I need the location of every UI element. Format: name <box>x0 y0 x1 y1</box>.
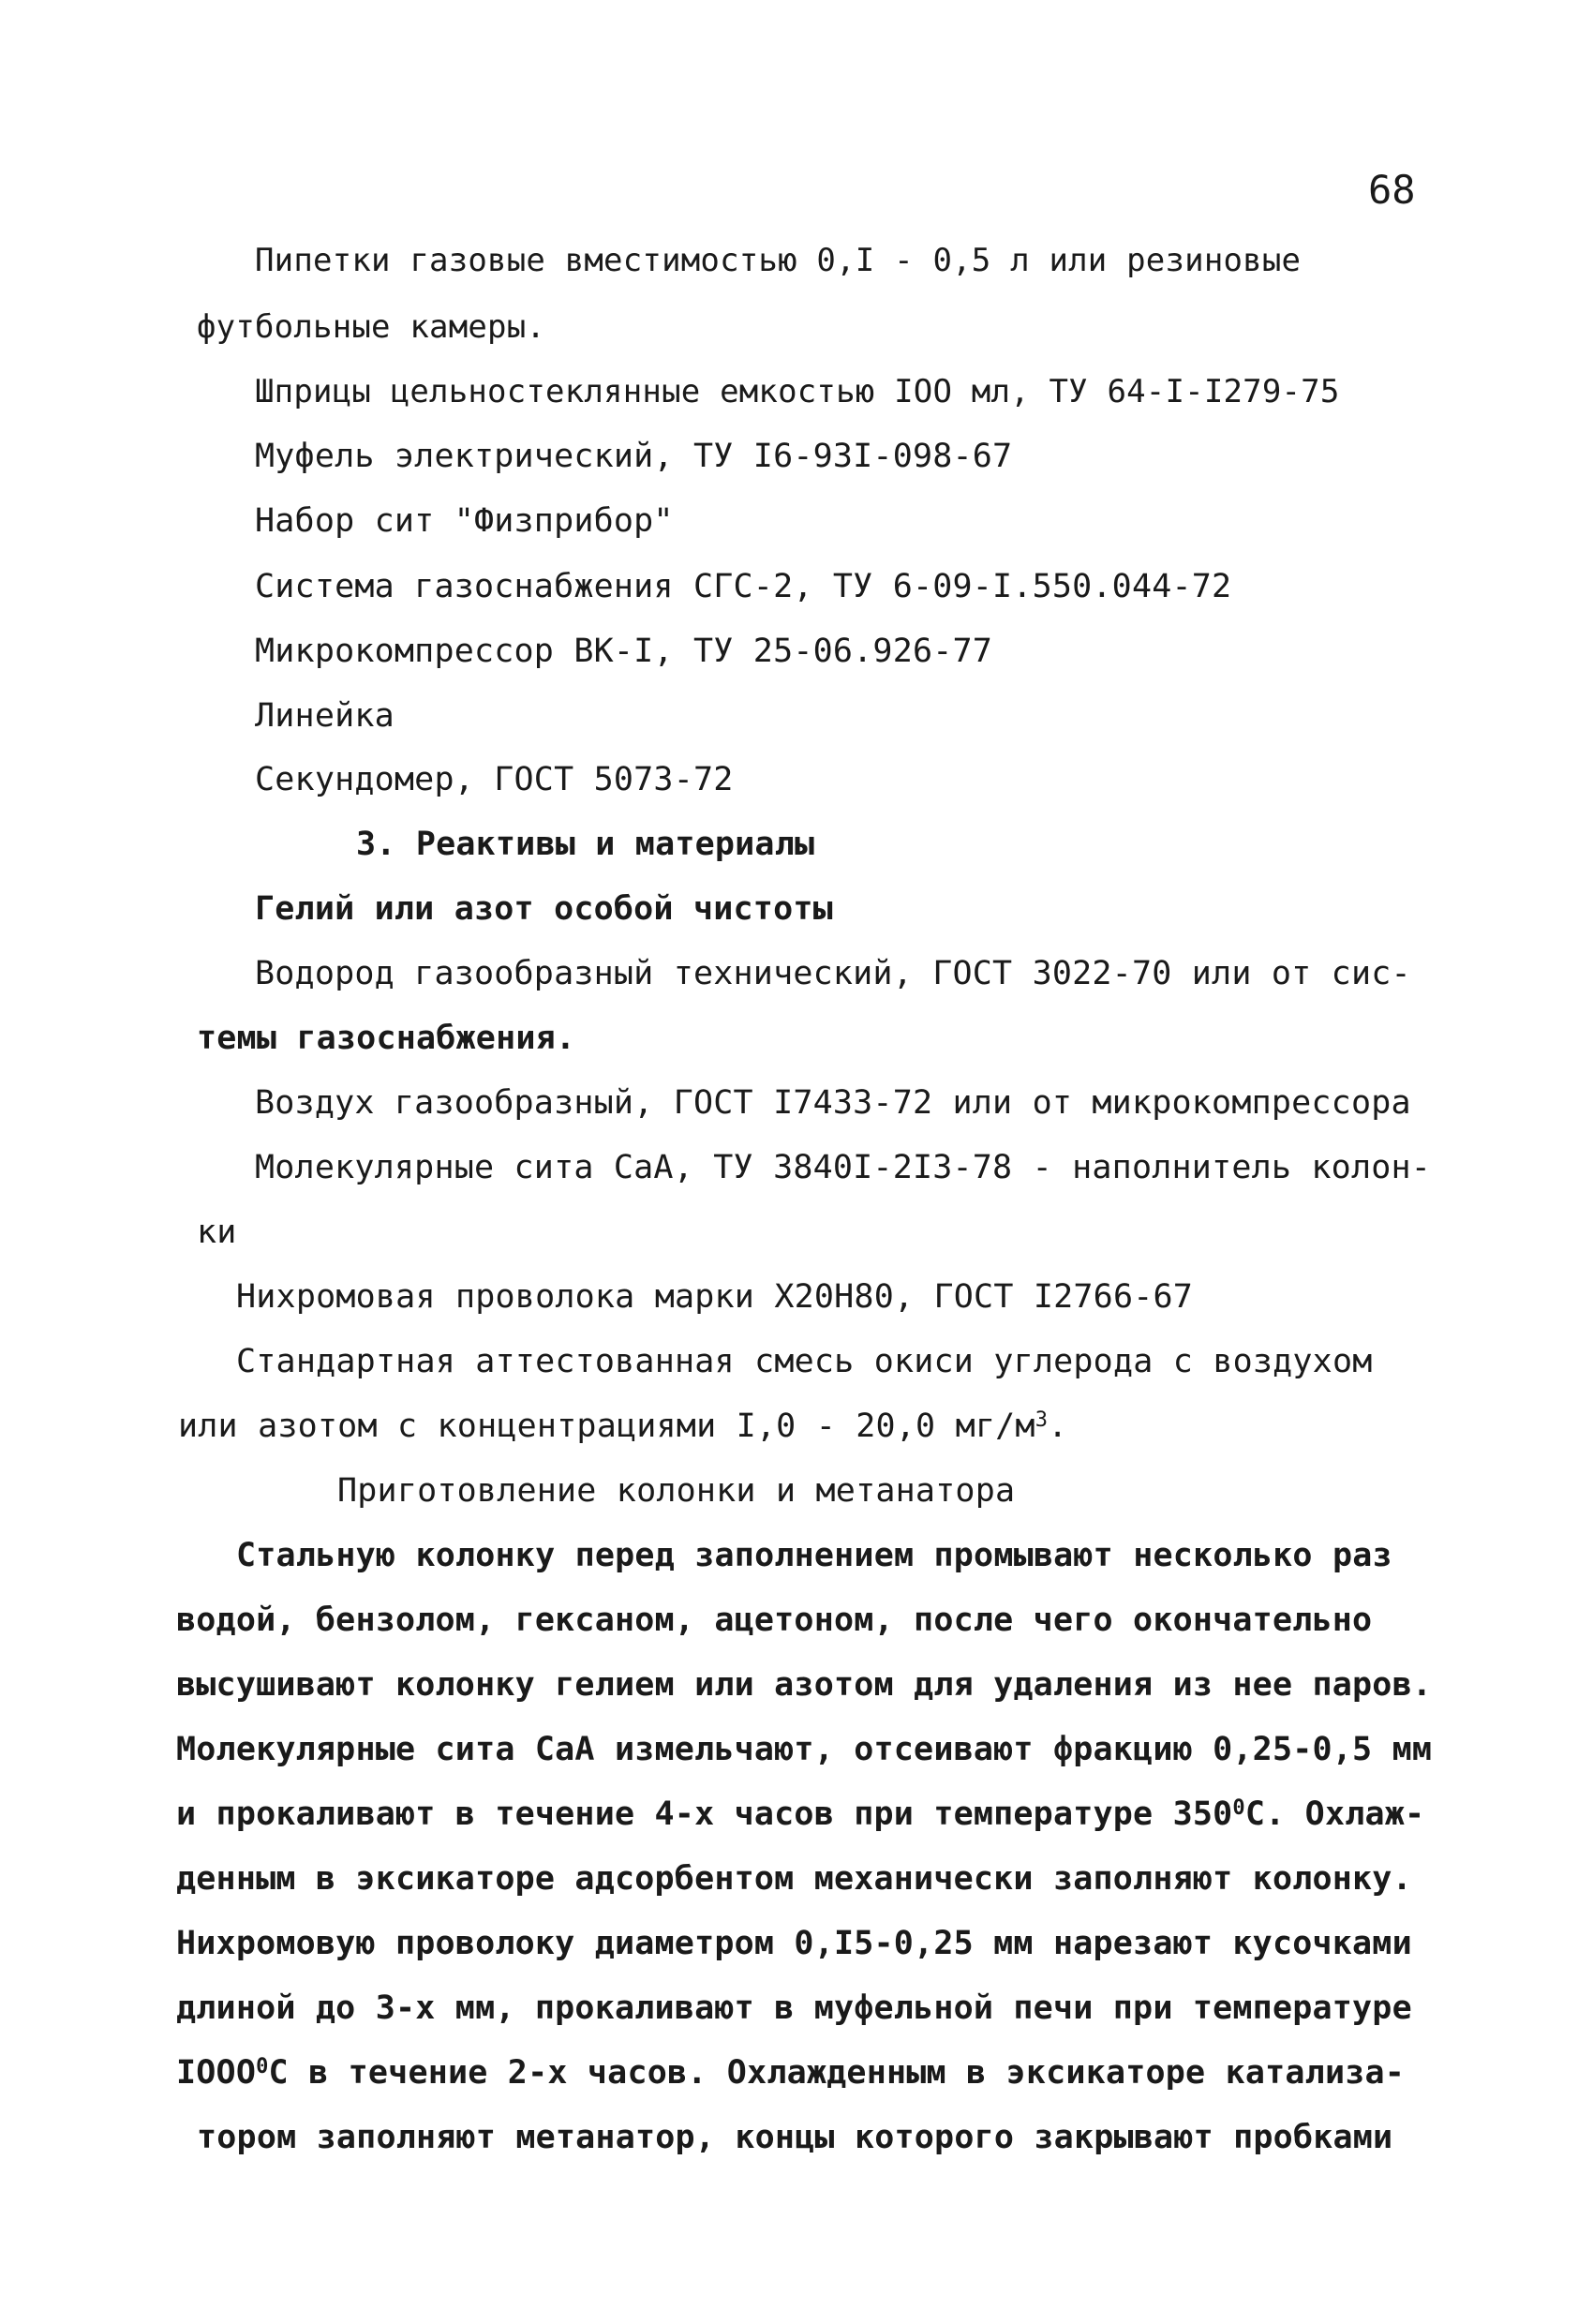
text-line: футбольные камеры. <box>197 308 546 346</box>
text-line: Нихромовая проволока марки Х20Н80, ГОСТ I2766-67 <box>236 1278 1194 1316</box>
text-line: длиной до 3-х мм, прокаливают в муфельной печи при температуре <box>176 1989 1412 2027</box>
text-line: Стальную колонку перед заполнением промывают несколько раз <box>236 1537 1392 1574</box>
text-line: денным в эксикаторе адсорбентом механически заполняют колонку. <box>176 1860 1412 1898</box>
text-line: Молекулярные сита СаА, ТУ 3840I-2I3-78 - наполнитель колон- <box>255 1149 1432 1186</box>
superscript: 0 <box>256 2055 269 2078</box>
text-line: Пипетки газовые вместимостью 0,I - 0,5 л или резиновые <box>255 242 1302 279</box>
text-line-part: С. Охлаж- <box>1244 1795 1425 1833</box>
superscript: 3 <box>1035 1408 1049 1432</box>
superscript: 0 <box>1232 1796 1245 1820</box>
text-line: Водород газообразный технический, ГОСТ 3022-70 или от сис- <box>255 955 1411 992</box>
text-line-part: IOOO <box>176 2054 257 2092</box>
text-line: высушивают колонку гелием или азотом для удаления из нее паров. <box>176 1666 1433 1704</box>
text-line: Набор сит "Физприбор" <box>255 502 674 540</box>
text-line: Стандартная аттестованная смесь окиси углерода с воздухом <box>236 1343 1373 1380</box>
text-line: Нихромовую проволоку диаметром 0,I5-0,25 мм нарезают кусочками <box>176 1925 1412 1962</box>
text-line <box>178 1408 1067 1445</box>
text-line: Линейка <box>255 697 395 735</box>
text-line-part: . <box>1048 1408 1068 1445</box>
page-number: 68 <box>1368 167 1416 213</box>
text-line: ки <box>197 1214 237 1251</box>
text-line: Секундомер, ГОСТ 5073-72 <box>255 761 734 798</box>
section-heading: 3. Реактивы и материалы <box>356 826 815 863</box>
text-line: Муфель электрический, ТУ I6-93I-098-67 <box>255 438 1013 475</box>
text-line: Молекулярные сита СаА измельчают, отсеивают фракцию 0,25-0,5 мм <box>176 1731 1433 1768</box>
text-line: Воздух газообразный, ГОСТ I7433-72 или от микрокомпрессора <box>255 1084 1411 1122</box>
text-line-part: С в течение 2-х часов. Охлажденным в эксикаторе катализа- <box>268 2054 1406 2092</box>
text-line: Микрокомпрессор ВК-I, ТУ 25-06.926-77 <box>255 633 993 670</box>
text-line: Система газоснабжения СГС-2, ТУ 6-09-I.550.044-72 <box>255 568 1232 605</box>
section-heading: Приготовление колонки и метанатора <box>337 1472 1016 1510</box>
text-line <box>176 1795 1424 1833</box>
text-line: водой, бензолом, гексаном, ацетоном, после чего окончательно <box>176 1601 1373 1639</box>
text-line <box>176 2054 1405 2092</box>
text-line: тором заполняют метанатор, концы которого закрывают пробками <box>197 2119 1393 2156</box>
text-line: темы газоснабжения. <box>197 1020 576 1057</box>
text-line: Шприцы цельностеклянные емкостью IOO мл, ТУ 64-I-I279-75 <box>255 373 1340 410</box>
text-line-part: или азотом с концентрациями I,0 - 20,0 мг/м <box>178 1408 1035 1445</box>
text-line-part: и прокаливают в течение 4-х часов при температуре 350 <box>176 1795 1233 1833</box>
text-line: Гелий или азот особой чистоты <box>255 890 833 928</box>
